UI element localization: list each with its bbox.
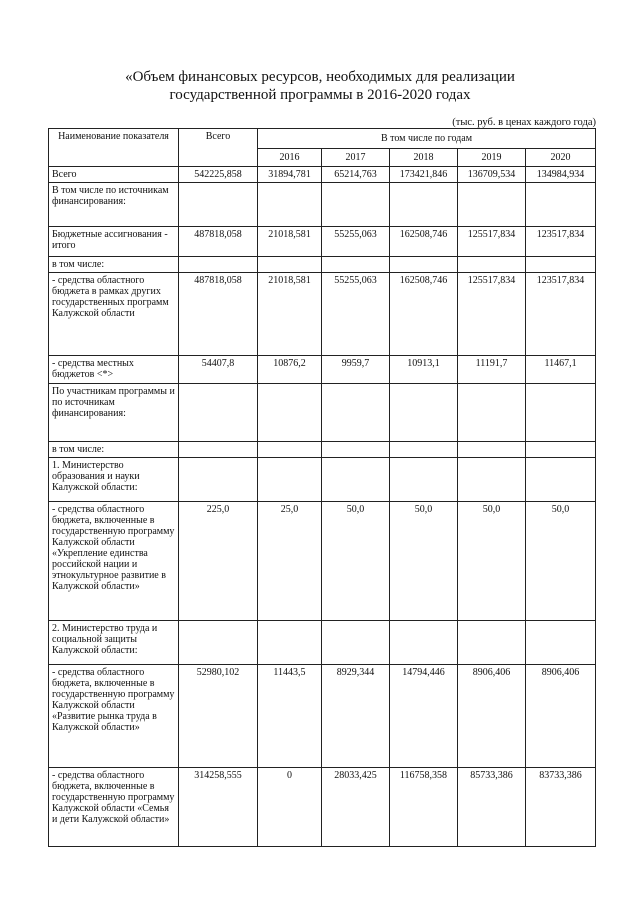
row-year-value: 10876,2: [258, 356, 322, 384]
table-body: [49, 167, 596, 847]
row-total: 487818,058: [179, 273, 258, 356]
row-year-value: 83733,386: [526, 768, 596, 847]
row-year-value: 162508,746: [390, 227, 458, 257]
row-year-value: 10913,1: [390, 356, 458, 384]
table-row: [49, 442, 596, 458]
row-total: [179, 183, 258, 227]
row-year-value: [526, 442, 596, 458]
table-row: [49, 356, 596, 384]
row-year-value: 136709,534: [458, 167, 526, 183]
row-year-value: 162508,746: [390, 273, 458, 356]
row-year-value: [258, 442, 322, 458]
row-year-value: [322, 621, 390, 665]
header-year: 2020: [526, 149, 596, 167]
row-year-value: [526, 458, 596, 502]
row-year-value: 125517,834: [458, 227, 526, 257]
header-year: 2019: [458, 149, 526, 167]
row-label: 2. Министерство труда и социальной защиты Калужской области:: [49, 621, 179, 665]
table-row: [49, 257, 596, 273]
table-row: [49, 458, 596, 502]
row-label: в том числе:: [49, 257, 179, 273]
header-name: Наименование показателя: [49, 129, 179, 167]
row-year-value: 25,0: [258, 502, 322, 621]
row-year-value: 50,0: [526, 502, 596, 621]
row-label: В том числе по источникам финансирования:: [49, 183, 179, 227]
row-year-value: [390, 257, 458, 273]
row-total: [179, 257, 258, 273]
row-year-value: [458, 442, 526, 458]
row-label: - средства областного бюджета, включенные в государственную программу Калужской области «Семья и дети Калужской области»: [49, 768, 179, 847]
row-year-value: 14794,446: [390, 665, 458, 768]
row-total: [179, 442, 258, 458]
row-total: 487818,058: [179, 227, 258, 257]
table-row: [49, 273, 596, 356]
row-year-value: 123517,834: [526, 273, 596, 356]
units-note: (тыс. руб. в ценах каждого года): [452, 117, 596, 128]
table-row: [49, 621, 596, 665]
row-year-value: [526, 384, 596, 442]
row-year-value: 11443,5: [258, 665, 322, 768]
table-row: [49, 167, 596, 183]
table-row: [49, 384, 596, 442]
row-label: Бюджетные ассигнования - итого: [49, 227, 179, 257]
row-label: - средства местных бюджетов <*>: [49, 356, 179, 384]
row-year-value: [458, 621, 526, 665]
table-row: [49, 665, 596, 768]
row-year-value: 55255,063: [322, 273, 390, 356]
row-total: 225,0: [179, 502, 258, 621]
row-label: - средства областного бюджета, включенные в государственную программу Калужской области «Развитие рынка труда в Калужской области»: [49, 665, 179, 768]
row-year-value: [390, 442, 458, 458]
row-total: [179, 621, 258, 665]
header-year: 2017: [322, 149, 390, 167]
row-year-value: 28033,425: [322, 768, 390, 847]
row-year-value: 50,0: [390, 502, 458, 621]
row-label: - средства областного бюджета в рамках других государственных программ Калужской области: [49, 273, 179, 356]
row-total: [179, 458, 258, 502]
title-line-1: «Объем финансовых ресурсов, необходимых для реализации: [125, 69, 515, 85]
row-year-value: [390, 458, 458, 502]
row-year-value: [526, 621, 596, 665]
row-total: [179, 384, 258, 442]
row-year-value: 8906,406: [458, 665, 526, 768]
header-year: 2016: [258, 149, 322, 167]
row-year-value: [458, 183, 526, 227]
row-year-value: 116758,358: [390, 768, 458, 847]
row-year-value: [390, 183, 458, 227]
row-year-value: 8906,406: [526, 665, 596, 768]
table-header: [49, 129, 596, 167]
table-row: [49, 183, 596, 227]
header-by-years: В том числе по годам: [258, 129, 596, 149]
row-year-value: 50,0: [322, 502, 390, 621]
row-total: 314258,555: [179, 768, 258, 847]
row-label: По участникам программы и по источникам финансирования:: [49, 384, 179, 442]
row-year-value: [322, 442, 390, 458]
row-year-value: 55255,063: [322, 227, 390, 257]
row-total: 54407,8: [179, 356, 258, 384]
row-year-value: [390, 384, 458, 442]
row-year-value: 65214,763: [322, 167, 390, 183]
row-year-value: [322, 458, 390, 502]
row-label: - средства областного бюджета, включенные в государственную программу Калужской области «Укрепление единства российской нации и этнокультурное развитие в Калужской области»: [49, 502, 179, 621]
row-year-value: 123517,834: [526, 227, 596, 257]
row-year-value: 31894,781: [258, 167, 322, 183]
row-label: в том числе:: [49, 442, 179, 458]
row-year-value: [258, 257, 322, 273]
row-total: 542225,858: [179, 167, 258, 183]
title-line-2: государственной программы в 2016-2020 годах: [169, 87, 471, 103]
row-year-value: 21018,581: [258, 273, 322, 356]
financial-resources-table: [48, 128, 596, 847]
row-year-value: [458, 458, 526, 502]
table-row: [49, 768, 596, 847]
row-year-value: 9959,7: [322, 356, 390, 384]
header-total: Всего: [179, 129, 258, 167]
table-row: [49, 227, 596, 257]
row-year-value: [258, 384, 322, 442]
header-year: 2018: [390, 149, 458, 167]
row-year-value: 134984,934: [526, 167, 596, 183]
row-year-value: 173421,846: [390, 167, 458, 183]
row-year-value: 0: [258, 768, 322, 847]
row-label: Всего: [49, 167, 179, 183]
row-label: 1. Министерство образования и науки Калужской области:: [49, 458, 179, 502]
row-year-value: [526, 183, 596, 227]
row-year-value: 125517,834: [458, 273, 526, 356]
row-year-value: 85733,386: [458, 768, 526, 847]
row-year-value: 8929,344: [322, 665, 390, 768]
table-row: [49, 502, 596, 621]
row-year-value: [322, 384, 390, 442]
document-title: [0, 68, 640, 104]
row-year-value: [322, 183, 390, 227]
row-year-value: [458, 384, 526, 442]
row-year-value: [322, 257, 390, 273]
row-year-value: [390, 621, 458, 665]
row-year-value: 11467,1: [526, 356, 596, 384]
row-year-value: 21018,581: [258, 227, 322, 257]
row-year-value: 11191,7: [458, 356, 526, 384]
row-year-value: [258, 183, 322, 227]
row-year-value: [258, 458, 322, 502]
row-total: 52980,102: [179, 665, 258, 768]
row-year-value: [526, 257, 596, 273]
row-year-value: 50,0: [458, 502, 526, 621]
row-year-value: [458, 257, 526, 273]
row-year-value: [258, 621, 322, 665]
